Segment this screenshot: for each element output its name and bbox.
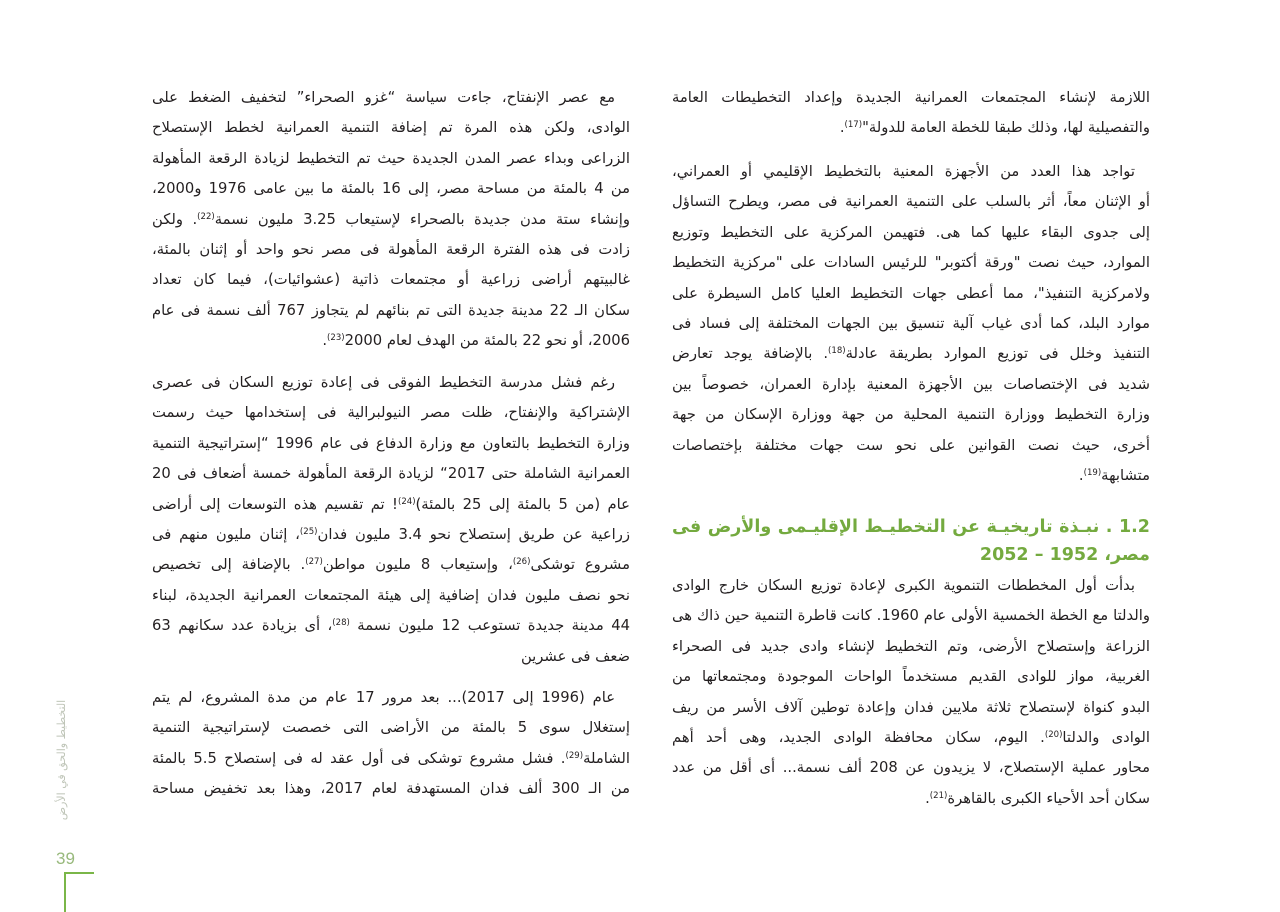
- section-heading: [672, 513, 1150, 569]
- footnote-ref: (19): [1083, 467, 1102, 478]
- text-line: العمرانية الشاملة حتى 2017“ لزيادة الرقعة المأهولة خمسة أضعاف فى 20: [152, 465, 630, 483]
- line-text: .: [839, 119, 845, 137]
- footnote-ref: (17): [844, 120, 863, 131]
- line-text: .: [322, 332, 328, 350]
- text-line: [152, 205, 630, 235]
- line-text: 2006، أو نحو 22 بالمئة من الهدف لعام 2000: [344, 332, 630, 350]
- footnote-ref: (21): [929, 790, 948, 801]
- paragraph: [672, 571, 1150, 814]
- footnote-ref: (25): [299, 526, 318, 537]
- text-line: من الـ 300 ألف فدان المستهدفة لعام 2017، وهذا بعد تخفيض مساحة: [152, 780, 630, 798]
- text-line: [152, 611, 630, 641]
- text-line: [152, 490, 630, 520]
- page-number: 39: [56, 849, 75, 868]
- text-line: [672, 784, 1150, 814]
- heading-line: مصر، 1952 – 2052: [979, 545, 1150, 565]
- text-line: زادت فى هذه الفترة الرقعة المأهولة فى مصر نحو واحد أو إثنان بالمئة،: [152, 241, 630, 259]
- footnote-ref: (26): [512, 557, 531, 568]
- line-text: الوادى والدلتا: [1062, 729, 1150, 747]
- text-line: الإشتراكية والإنفتاح، ظلت مصر النيولبرالية فى إستخدامها حيث رسمت: [152, 404, 630, 422]
- text-line: [672, 461, 1150, 491]
- text-line: والدلتا مع الخطة الخمسية الأولى عام 1960. كانت قاطرة التنمية حين ذاك هى: [672, 607, 1150, 625]
- footnote-ref: (20): [1044, 729, 1063, 740]
- line-text: مشروع توشكى: [530, 556, 630, 574]
- text-line: الوادى، ولكن هذه المرة تم إضافة التنمية العمرانية لخطط الإستصلاح: [152, 119, 630, 137]
- text-line: نحو نصف مليون فدان إضافية إلى هيئة المجتمعات العمرانية الجديدة، لبناء: [152, 586, 630, 604]
- text-line: وزارة التخطيط ووزارة التنمية المحلية من جهة ووزارة الإسكان من جهة: [672, 406, 1150, 424]
- line-text: ، أى بزيادة عدد سكانهم 63: [152, 617, 333, 635]
- text-line: تواجد هذا العدد من الأجهزة المعنية بالتخطيط الإقليمي أو العمراني،: [672, 163, 1135, 180]
- text-line: شديد فى الإختصاصات بين الأجهزة المعنية بإدارة العمران، خصوصاً بين: [672, 375, 1150, 393]
- text-line: [672, 723, 1150, 753]
- line-text: التنفيذ وخلل فى توزيع الموارد بطريقة عادلة: [845, 345, 1150, 363]
- footnote-ref: (18): [828, 346, 846, 357]
- text-line: اللازمة لإنشاء المجتمعات العمرانية الجديدة وإعداد التخطيطات العامة: [672, 89, 1150, 106]
- line-text: . اليوم، سكان محافظة الوادى الجديد، وهى أحد أهم: [672, 729, 1045, 747]
- text-line: الغربية، مواز للوادى القديم مستخدماً الواحات الموجودة ومجتمعاتها من: [672, 668, 1150, 686]
- text-line: [152, 744, 630, 774]
- paragraph: [672, 83, 1150, 144]
- line-text: عام (من 5 بالمئة إلى 25 بالمئة): [415, 495, 630, 513]
- footnote-ref: (23): [327, 333, 345, 344]
- text-line: من 4 بالمئة من مساحة مصر، إلى 16 بالمئة ما بين عامى 1976 و2000،: [152, 180, 631, 198]
- text-line: بدأت أول المخططات التنموية الكبرى لإعادة توزيع السكان خارج الوادى: [672, 577, 1135, 594]
- text-line: موارد البلد، كما أدى غياب آلية تنسيق بين الجهات المختلفة إلى فساد فى: [672, 315, 1150, 333]
- text-line: سكان الـ 22 مدينة جديدة التى تم بنائهم لم يتجاوز 767 ألف نسمة فى عام: [152, 301, 630, 319]
- paragraph: [152, 368, 630, 672]
- line-text: . فشل مشروع توشكى فى أول عقد له فى إستصلاح 5.5 بالمئة: [152, 749, 566, 767]
- footnote-ref: (28): [332, 618, 350, 629]
- text-line: غالبيتهم أراضى زراعية أو مجتمعات ذاتية (عشوائيات)، فيما كان تعداد: [152, 271, 630, 289]
- text-line: إلى جدوى البقاء عليها كما هى. فتهيمن المركزية على التخطيط وتوزيع: [672, 223, 1150, 241]
- text-line: أو الإثنان معاً، أثر بالسلب على التنمية العمرانية فى مصر، ويطرح التساؤل: [672, 193, 1150, 211]
- paragraph: [152, 683, 630, 805]
- line-text: ! تم تقسيم هذه التوسعات إلى أراضى: [152, 495, 398, 513]
- line-text: الشاملة: [583, 749, 631, 767]
- text-line: ضعف فى عشرين: [520, 647, 630, 665]
- text-line: محاور عملية الإستصلاح، لا يزيدون عن 208 ألف نسمة... أى أقل من عدد: [672, 759, 1150, 777]
- line-text: وإنشاء ستة مدن جديدة بالصحراء لإستيعاب 3.25 مليون نسمة: [214, 210, 631, 228]
- running-title: التخطيط والحق في الأرض: [55, 699, 68, 821]
- margin-rule: [64, 872, 94, 874]
- footnote-ref: (24): [397, 496, 416, 507]
- line-text: متشابهة: [1101, 467, 1150, 485]
- text-line: الموارد، حيث نصت "ورقة أكتوبر" للرئيس السادات على "مركزية التخطيط: [672, 254, 1150, 272]
- text-line: إستغلال سوى 5 بالمئة من الأراضى التى خصصت لإستراتيجية التنمية: [152, 719, 630, 737]
- text-line: رغم فشل مدرسة التخطيط الفوقى فى إعادة توزيع السكان فى عصرى: [152, 374, 615, 391]
- line-text: . بالإضافة يوجد تعارض: [672, 345, 829, 363]
- text-line: عام (1996 إلى 2017)... بعد مرور 17 عام من مدة المشروع، لم يتم: [152, 689, 616, 706]
- line-text: زراعية عن طريق إستصلاح نحو 3.4 مليون فدان: [317, 526, 630, 544]
- line-text: سكان أحد الأحياء الكبرى بالقاهرة: [947, 789, 1150, 807]
- heading-line: 1.2 . نبـذة تاريخيـة عن التخطيـط الإقليـمى والأرض فى: [672, 517, 1150, 537]
- text-line: [672, 339, 1150, 369]
- text-line: [152, 520, 630, 550]
- line-text: . بالإضافة إلى تخصيص: [152, 556, 306, 574]
- text-line: الزراعة وإستصلاح الأرضى، وتم التخطيط لإنشاء وادى جديد فى الصحراء: [672, 637, 1150, 655]
- line-text: . ولكن: [152, 210, 198, 228]
- footnote-ref: (22): [197, 211, 215, 222]
- text-line: أخرى، حيث نصت القوانين على نحو ست جهات مختلفة بإختصاصات: [672, 436, 1150, 454]
- text-line: مع عصر الإنفتاح، جاءت سياسة “غزو الصحراء” لتخفيف الضغط على: [152, 89, 615, 106]
- footnote-ref: (29): [565, 750, 584, 761]
- line-text: .: [1078, 467, 1084, 485]
- text-line: [672, 113, 1150, 143]
- text-line: [152, 326, 630, 356]
- text-line: وزارة التخطيط بالتعاون مع وزارة الدفاع فى عام 1996 “إستراتيجية التنمية: [152, 434, 630, 452]
- line-text: 44 مدينة جديدة تستوعب 12 مليون نسمة: [349, 617, 630, 635]
- line-text: ، وإستيعاب 8 مليون مواطن: [322, 556, 513, 574]
- text-line: [152, 550, 630, 580]
- text-line: ولامركزية التنفيذ"، مما أعطى جهات التخطيط العليا كامل السيطرة على: [672, 284, 1150, 302]
- text-line: الزراعى وبداء عصر المدن الجديدة حيث تم التخطيط لزيادة الرقعة المأهولة: [152, 149, 630, 167]
- line-text: والتفصيلية لها، وذلك طبقا للخطة العامة للدولة": [862, 119, 1150, 137]
- footnote-ref: (27): [305, 557, 323, 568]
- text-line: البدو كنواة لإستصلاح ثلاثة ملايين فدان وإعادة توطين آلاف الأسر من ريف: [672, 698, 1150, 716]
- line-text: .: [925, 789, 930, 807]
- line-text: ، إثنان مليون منهم فى: [152, 526, 300, 544]
- margin-rule: [64, 873, 66, 912]
- paragraph: [672, 157, 1150, 491]
- paragraph: [152, 83, 630, 357]
